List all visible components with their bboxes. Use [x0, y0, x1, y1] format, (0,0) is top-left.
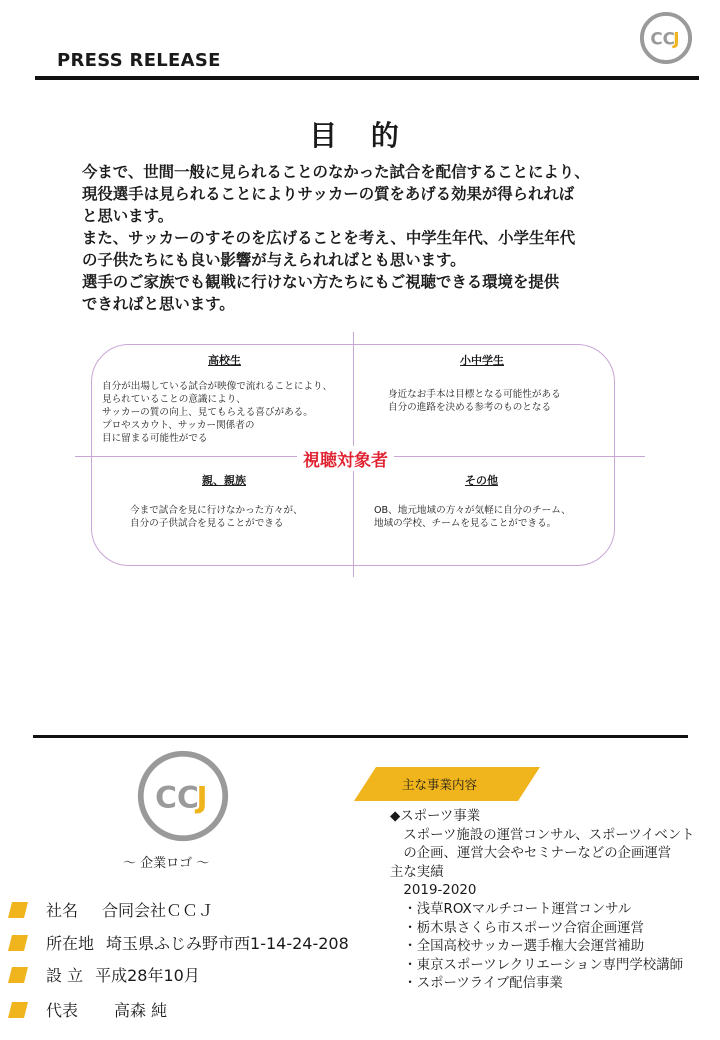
company-name-label: 社名	[46, 901, 79, 920]
quadrant-title-others: その他	[465, 474, 498, 487]
company-representative-label: 代表	[46, 1001, 79, 1020]
purpose-line: の子供たちにも良い影響が与えられればとも思います。	[82, 251, 466, 269]
company-founded-value: 平成28年10月	[95, 966, 200, 985]
company-name-value: 合同会社ＣＣＪ	[102, 901, 215, 920]
quadrant-text-family: 今まで試合を見に行けなかった方々が、 自分の子供試合を見ることができる	[130, 505, 303, 529]
purpose-line: できればと思います。	[82, 295, 235, 313]
company-representative-row	[10, 998, 167, 1021]
purpose-line: 選手のご家族でも観戦に行けない方たちにもご視聴できる環境を提供	[82, 273, 560, 291]
business-line: ・浅草ROXマルチコート運営コンサル	[390, 901, 632, 917]
svg-text:J: J	[196, 780, 208, 816]
bullet-icon	[8, 967, 28, 983]
business-line: 主な実績	[390, 864, 444, 880]
audience-center-label: 視聴対象者	[297, 446, 394, 471]
svg-text:CC: CC	[155, 780, 199, 816]
purpose-line: 現役選手は見られることによりサッカーの質をあげる効果が得られれば	[82, 185, 575, 203]
company-representative-value: 高森 純	[114, 1001, 168, 1020]
audience-diagram	[75, 332, 645, 577]
svg-text:J: J	[673, 28, 680, 49]
header-divider	[35, 76, 699, 80]
business-line: スポーツ施設の運営コンサル、スポーツイベント	[390, 827, 695, 843]
business-line: ・東京スポーツレクリエーション専門学校講師	[390, 957, 683, 973]
business-line: 2019-2020	[390, 883, 477, 899]
quadrant-title-high-school: 高校生	[208, 354, 241, 367]
ccj-logo-icon	[638, 10, 694, 66]
business-description	[390, 808, 695, 994]
logo-caption: ～ 企業ロゴ ～	[123, 856, 210, 871]
purpose-title: 目 的	[309, 119, 411, 152]
business-line: ・栃木県さくら市スポーツ合宿企画運営	[390, 920, 644, 936]
bullet-icon	[8, 935, 28, 951]
business-line: ・スポーツライブ配信事業	[390, 976, 563, 992]
business-line: ・全国高校サッカー選手権大会運営補助	[390, 939, 645, 955]
company-founded-row	[10, 963, 200, 986]
purpose-line: と思います。	[82, 207, 174, 225]
company-founded-label: 設 立	[46, 966, 84, 985]
company-address-row	[10, 931, 349, 954]
purpose-line: 今まで、世間一般に見られることのなかった試合を配信することにより、	[82, 163, 590, 181]
company-name-row	[10, 898, 214, 921]
business-line: の企画、運営大会やセミナーなどの企画運営	[390, 846, 672, 862]
bullet-icon	[8, 902, 28, 918]
purpose-text	[82, 161, 642, 315]
quadrant-title-family: 親、親族	[202, 474, 246, 487]
quadrant-text-junior-students: 身近なお手本は目標となる可能性がある 自分の進路を決める参考のものとなる	[388, 389, 561, 413]
purpose-line: また、サッカーのすそのを広げることを考え、中学生年代、小学生年代	[82, 229, 576, 247]
press-release-heading: PRESS RELEASE	[57, 50, 221, 71]
bullet-icon	[8, 1002, 28, 1018]
business-banner-label: 主な事業内容	[402, 777, 478, 792]
ccj-logo-icon	[135, 748, 231, 844]
company-address-value: 埼玉県ふじみ野市西1-14-24-208	[106, 934, 349, 953]
footer-divider	[33, 735, 688, 738]
svg-text:CC: CC	[650, 28, 675, 49]
quadrant-text-high-school: 自分が出場している試合が映像で流れることにより、 見られていることの意識により、 サッカーの質の向上、見てもらえる喜びがある。 プロやスカウト、サッカー関係者の 目に留まる可能性がでる	[102, 381, 333, 444]
quadrant-title-junior-students: 小中学生	[460, 354, 504, 367]
business-line: ◆スポーツ事業	[390, 809, 481, 824]
company-address-label: 所在地	[46, 934, 95, 953]
quadrant-text-others: OB、地元地域の方々が気軽に自分のチーム、 地域の学校、チームを見ることができる。	[374, 505, 571, 529]
